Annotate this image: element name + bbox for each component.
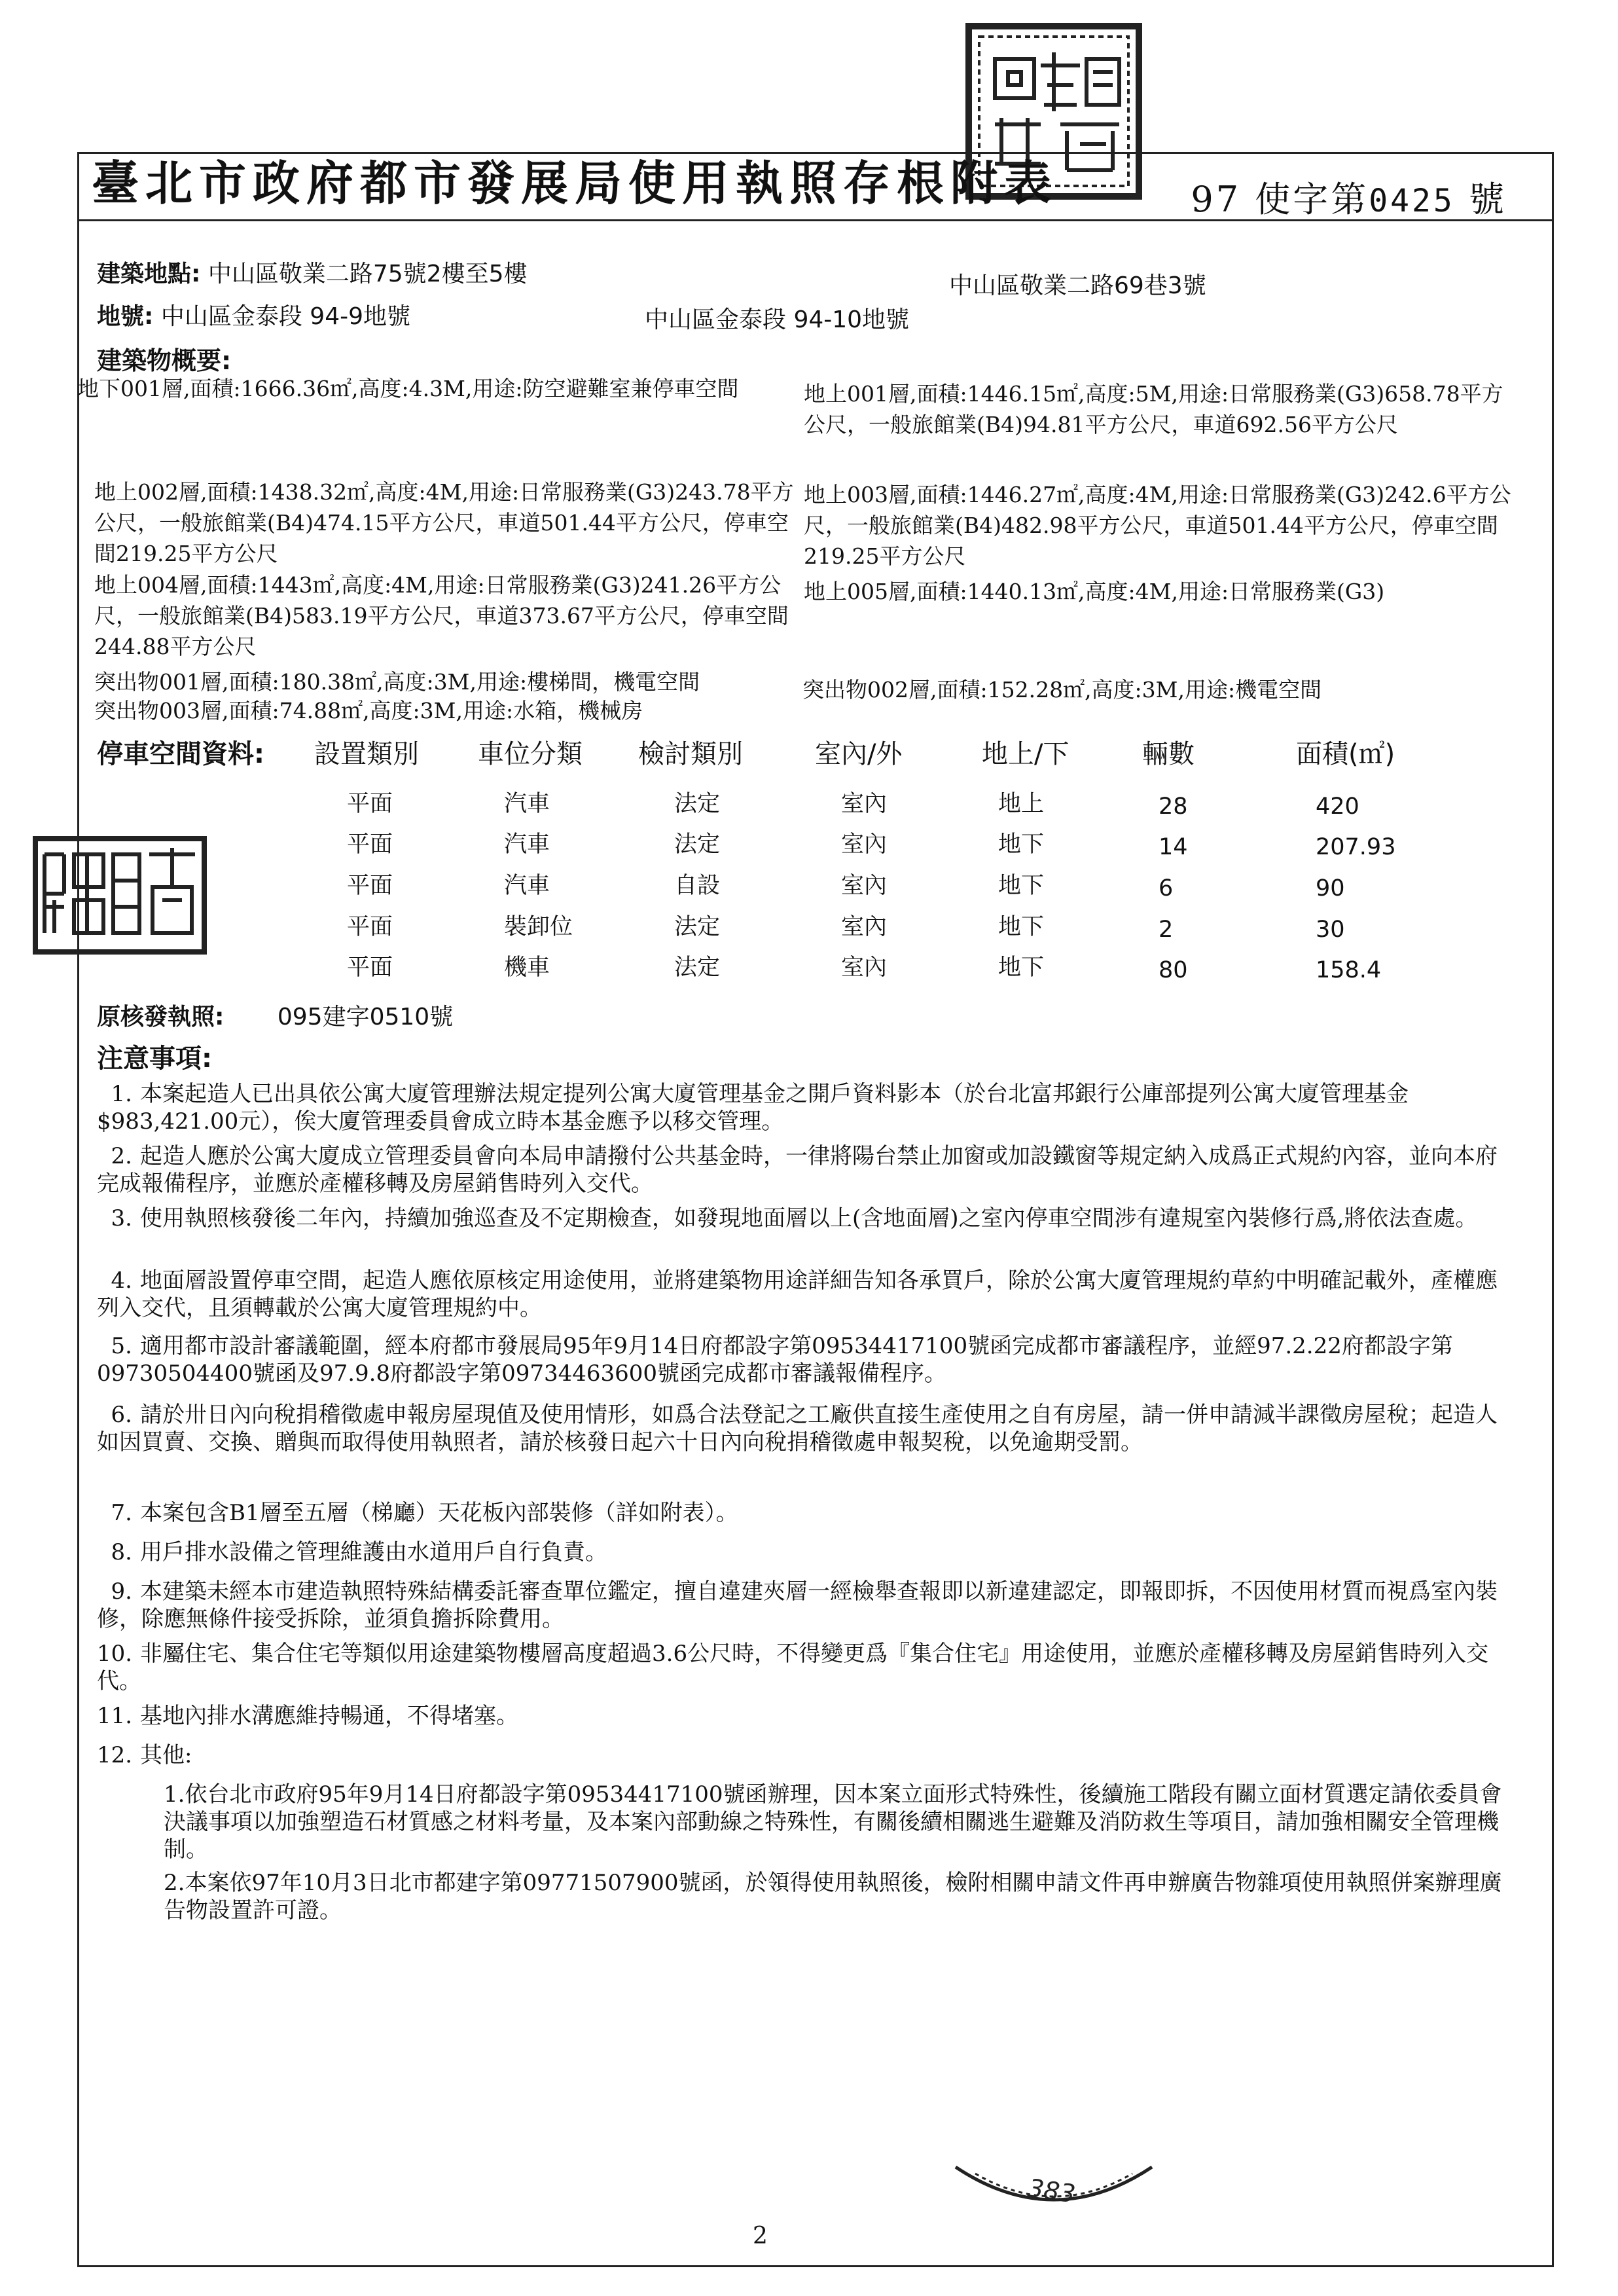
floor-5f: 地上005層,面積:1440.13㎡,高度:4M,用途:日常服務業(G3) xyxy=(804,579,1385,604)
parking-cell: 法定 xyxy=(674,831,721,858)
note-item: 4. 地面層設置停車空間，起造人應依原核定用途使用，並將建築物用途詳細告知各承買戶，除於公寓大廈管理規約草約中明確記載外，產權應列入交代，且須轉載於公寓大廈管理規約中。 xyxy=(97,1267,1498,1321)
parking-cell: 法定 xyxy=(674,791,721,817)
parking-cell: 2 xyxy=(1159,917,1174,943)
roof-003: 突出物003層,面積:74.88㎡,高度:3M,用途:水箱，機械房 xyxy=(94,698,643,723)
parking-cell: 平面 xyxy=(347,955,393,981)
original-permit-value: 095建字0510號 xyxy=(277,1004,454,1030)
parking-header-area: 面積(㎡) xyxy=(1296,739,1395,769)
parking-cell: 420 xyxy=(1316,793,1359,820)
bottom-seal-number: 383 xyxy=(1026,2173,1077,2209)
parking-header-count: 輛數 xyxy=(1142,739,1195,769)
note-item: 2. 起造人應於公寓大廈成立管理委員會向本局申請撥付公共基金時，一律將陽台禁止加窗或加設鐵窗等規定納入成爲正式規約內容，並向本府完成報備程序，並應於產權移轉及房屋銷售時列入交代。 xyxy=(97,1143,1498,1197)
parking-cell: 室內 xyxy=(841,831,888,858)
floor-3f: 地上003層,面積:1446.27㎡,高度:4M,用途:日常服務業(G3)242.6平方公尺，一般旅館業(B4)482.98平方公尺，車道501.44平方公尺，停車空間219.25平方公尺 xyxy=(804,482,1511,569)
parking-cell: 汽車 xyxy=(504,831,550,858)
notes-label: 注意事項: xyxy=(97,1044,212,1074)
floor-b1: 地下001層,面積:1666.36㎡,高度:4.3M,用途:防空避難室兼停車空間 xyxy=(77,376,739,401)
other-sub-item-1: 1.依台北市政府95年9月14日府都設字第09534417100號函辦理，因本案立面形式特殊性，後續施工階段有關立面材質選定請依委員會決議事項以加強塑造石材質感之材料考量，及本案內部動線之特殊性，有關後續相關逃生避難及消防救生等項目，請加強相關安全管理機制。 xyxy=(164,1781,1502,1863)
parking-cell: 地下 xyxy=(998,955,1045,981)
parking-header-type: 設置類別 xyxy=(314,739,419,769)
permit-number-prefix: 97 使字第 xyxy=(1191,179,1369,220)
parking-cell: 地下 xyxy=(998,873,1045,899)
parking-cell: 80 xyxy=(1159,957,1188,983)
title-divider xyxy=(77,219,1552,221)
official-seal-left xyxy=(31,835,208,956)
original-permit-label: 原核發執照: xyxy=(97,1004,225,1030)
floor-2f: 地上002層,面積:1438.32㎡,高度:4M,用途:日常服務業(G3)243.78平方公尺，一般旅館業(B4)474.15平方公尺，車道501.44平方公尺，停車空間219.25平方公尺 xyxy=(94,479,794,566)
parking-cell: 室內 xyxy=(841,914,888,940)
note-item: 11. 基地內排水溝應維持暢通，不得堵塞。 xyxy=(97,1703,518,1729)
parking-cell: 平面 xyxy=(347,914,393,940)
parking-cell: 6 xyxy=(1159,875,1174,902)
note-item: 9. 本建築未經本市建造執照特殊結構委託審查單位鑑定，擅自違建夾層一經檢舉查報即以新違建認定，即報即拆，不因使用材質而視爲室內裝修，除應無條件接受拆除，並須負擔拆除費用。 xyxy=(97,1578,1498,1632)
parking-cell: 30 xyxy=(1316,917,1345,943)
parking-cell: 158.4 xyxy=(1316,957,1382,983)
document-title: 臺北市政府都市發展局使用執照存根附表 xyxy=(92,155,1058,211)
note-item: 5. 適用都市設計審議範圍，經本府都市發展局95年9月14日府都設字第09534417100號函完成都市審議程序，並經97.2.22府都設字第09730504400號函及97.9.8府都設字第09734463600號函完成都市審議報備程序。 xyxy=(97,1333,1453,1387)
lot-row xyxy=(97,298,410,331)
parking-cell: 地下 xyxy=(998,914,1045,940)
parking-cell: 地上 xyxy=(998,791,1045,817)
permit-number-suffix: 號 xyxy=(1469,179,1507,220)
page-number: 2 xyxy=(753,2223,768,2250)
parking-cell: 平面 xyxy=(347,873,393,899)
original-permit-row xyxy=(97,998,453,1032)
bottom-seal xyxy=(949,2154,1159,2226)
parking-cell: 法定 xyxy=(674,914,721,940)
parking-label: 停車空間資料: xyxy=(97,739,264,769)
parking-cell: 裝卸位 xyxy=(504,914,573,940)
parking-cell: 平面 xyxy=(347,831,393,858)
parking-header-category: 車位分類 xyxy=(478,739,583,769)
floor-1f: 地上001層,面積:1446.15㎡,高度:5M,用途:日常服務業(G3)658.78平方公尺，一般旅館業(B4)94.81平方公尺，車道692.56平方公尺 xyxy=(804,381,1503,437)
parking-header-indoor: 室內/外 xyxy=(815,739,903,769)
lot-2: 中山區金泰段 94-10地號 xyxy=(645,306,910,333)
parking-cell: 28 xyxy=(1159,793,1188,820)
parking-cell: 自設 xyxy=(674,873,721,899)
location-2: 中山區敬業二路69巷3號 xyxy=(949,272,1206,299)
lot-label: 地號: xyxy=(97,303,154,330)
parking-cell: 機車 xyxy=(504,955,550,981)
note-item: 8. 用戶排水設備之管理維護由水道用戶自行負責。 xyxy=(111,1539,607,1565)
parking-cell: 207.93 xyxy=(1316,834,1396,860)
note-item: 12. 其他: xyxy=(97,1742,192,1768)
location-1: 中山區敬業二路75號2樓至5樓 xyxy=(207,261,528,287)
roof-002: 突出物002層,面積:152.28㎡,高度:3M,用途:機電空間 xyxy=(802,677,1322,702)
parking-cell: 14 xyxy=(1159,834,1188,860)
parking-header-level: 地上/下 xyxy=(982,739,1070,769)
note-item: 1. 本案起造人已出具依公寓大廈管理辦法規定提列公寓大廈管理基金之開戶資料影本（於台北富邦銀行公庫部提列公寓大廈管理基金$983,421.00元），俟大廈管理委員會成立時本基金應予以移交管理。 xyxy=(97,1081,1409,1135)
location-label: 建築地點: xyxy=(97,261,201,287)
parking-cell: 室內 xyxy=(841,955,888,981)
parking-cell: 法定 xyxy=(674,955,721,981)
note-item: 3. 使用執照核發後二年內，持續加強巡查及不定期檢查，如發現地面層以上(含地面層)之室內停車空間涉有違規室內裝修行爲,將依法查處。 xyxy=(111,1205,1478,1231)
parking-cell: 室內 xyxy=(841,791,888,817)
permit-number xyxy=(1191,172,1507,222)
parking-cell: 汽車 xyxy=(504,873,550,899)
permit-number-value: 0425 xyxy=(1369,183,1455,219)
parking-cell: 90 xyxy=(1316,875,1345,902)
parking-cell: 汽車 xyxy=(504,791,550,817)
parking-header-review: 檢討類別 xyxy=(638,739,743,769)
parking-cell: 平面 xyxy=(347,791,393,817)
note-item: 7. 本案包含B1層至五層（梯廳）天花板內部裝修（詳如附表）。 xyxy=(111,1500,738,1526)
overview-label: 建築物概要: xyxy=(97,346,232,375)
location-row xyxy=(97,255,527,289)
note-item: 6. 請於卅日內向稅捐稽徵處申報房屋現值及使用情形，如爲合法登記之工廠供直接生產使用之自有房屋，請一併申請減半課徵房屋稅；起造人如因買賣、交換、贈與而取得使用執照者，請於核發日起六十日內向稅捐稽徵處申報契稅，以免逾期受罰。 xyxy=(97,1402,1498,1455)
floor-4f: 地上004層,面積:1443㎡,高度:4M,用途:日常服務業(G3)241.26平方公尺，一般旅館業(B4)583.19平方公尺，車道373.67平方公尺，停車空間244.88平方公尺 xyxy=(94,572,789,659)
lot-1: 中山區金泰段 94-9地號 xyxy=(160,303,411,330)
roof-001: 突出物001層,面積:180.38㎡,高度:3M,用途:樓梯間，機電空間 xyxy=(94,669,700,695)
parking-cell: 室內 xyxy=(841,873,888,899)
parking-cell: 地下 xyxy=(998,831,1045,858)
other-sub-item-2: 2.本案依97年10月3日北市都建字第09771507900號函，於領得使用執照後，檢附相關申請文件再申辦廣告物雜項使用執照併案辦理廣告物設置許可證。 xyxy=(164,1870,1502,1923)
note-item: 10. 非屬住宅、集合住宅等類似用途建築物樓層高度超過3.6公尺時，不得變更爲『集合住宅』用途使用，並應於產權移轉及房屋銷售時列入交代。 xyxy=(97,1641,1489,1694)
